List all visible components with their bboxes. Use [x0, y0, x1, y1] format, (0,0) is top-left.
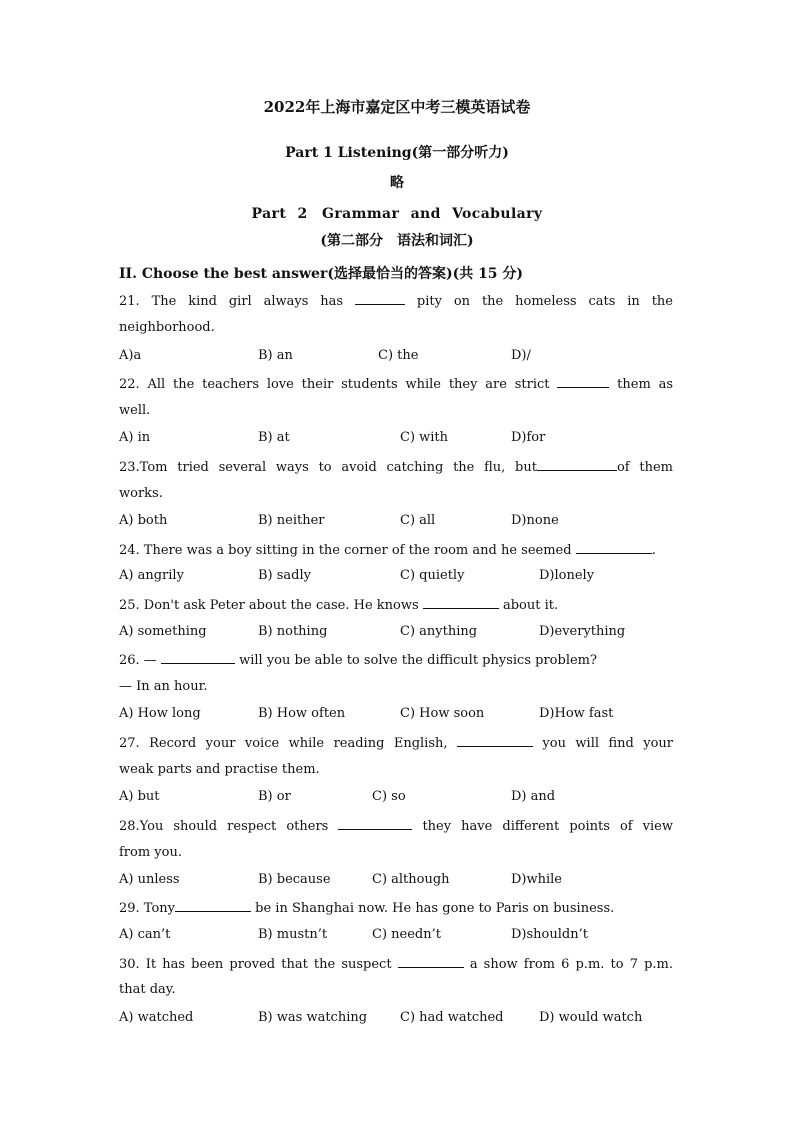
- question-stem: they have different points of view: [422, 819, 673, 834]
- question-stem: a show from 6 p.m. to 7 p.m.: [469, 957, 673, 972]
- option-b: B) or: [258, 789, 291, 804]
- question-26-line2: — In an hour.: [119, 679, 208, 694]
- question-26-options: [119, 706, 673, 722]
- question-25-options: [119, 624, 673, 640]
- option-a: A) in: [119, 430, 151, 445]
- option-d: D)shouldn’t: [511, 927, 588, 942]
- question-28-line2: from you.: [119, 845, 182, 860]
- question-29-options: [119, 927, 673, 943]
- question-21-line2: neighborhood.: [119, 320, 215, 335]
- option-d: D) would watch: [539, 1010, 643, 1025]
- answer-blank: [576, 541, 652, 554]
- answer-blank: [423, 596, 499, 609]
- question-stem: 27. Record your voice while reading English,: [119, 736, 448, 751]
- option-c: C) How soon: [400, 706, 485, 721]
- question-22-line1: [119, 375, 673, 393]
- question-23-line2: works.: [119, 486, 163, 501]
- option-c: C) quietly: [400, 568, 465, 583]
- part1-omitted-note: 略: [390, 175, 404, 191]
- question-stem: you will find your: [542, 736, 674, 751]
- question-stem: them as: [617, 377, 674, 392]
- question-stem: of them: [616, 460, 674, 475]
- option-d: D)everything: [539, 624, 626, 639]
- question-22-line2: well.: [119, 403, 151, 418]
- option-a: A) both: [119, 513, 168, 528]
- exam-title: 2022年上海市嘉定区中考三模英语试卷: [263, 98, 531, 116]
- question-stem: 22. All the teachers love their students while they are strict: [119, 377, 550, 392]
- question-stem: be in Shanghai now. He has gone to Paris on business.: [255, 901, 615, 916]
- question-30-line1: [119, 955, 673, 973]
- question-22-options: [119, 430, 673, 446]
- part2-heading: Part 2 Grammar and Vocabulary: [251, 206, 543, 222]
- option-a: A) watched: [119, 1010, 194, 1025]
- option-b: B) because: [258, 872, 331, 887]
- question-27-line2: weak parts and practise them.: [119, 762, 320, 777]
- answer-blank: [457, 734, 533, 747]
- question-21-line1: [119, 292, 673, 310]
- answer-blank: [355, 292, 405, 305]
- question-stem: 24. There was a boy sitting in the corner of the room and he seemed: [119, 543, 572, 558]
- question-27-options: [119, 789, 673, 805]
- answer-blank: [161, 651, 235, 664]
- option-a: A) angrily: [119, 568, 184, 583]
- option-c: C) although: [372, 872, 450, 887]
- option-d: D)lonely: [539, 568, 595, 583]
- question-25-line1: [119, 596, 673, 614]
- option-b: B) at: [258, 430, 290, 445]
- option-b: B) sadly: [258, 568, 312, 583]
- option-c: C) had watched: [400, 1010, 504, 1025]
- answer-blank: [557, 375, 609, 388]
- option-d: D)while: [511, 872, 563, 887]
- question-30-options: [119, 1010, 673, 1026]
- question-stem: pity on the homeless cats in the: [416, 294, 673, 309]
- question-stem: 26. —: [119, 653, 157, 668]
- question-stem: 23.Tom tried several ways to avoid catching the flu, but: [119, 460, 537, 475]
- option-b: B) nothing: [258, 624, 328, 639]
- question-23-options: [119, 513, 673, 529]
- option-d: D)How fast: [539, 706, 614, 721]
- question-stem: .: [651, 543, 656, 558]
- question-28-options: [119, 872, 673, 888]
- question-stem: about it.: [502, 598, 559, 613]
- option-d: D)none: [511, 513, 559, 528]
- option-b: B) was watching: [258, 1010, 368, 1025]
- option-d: D) and: [511, 789, 556, 804]
- question-21-options: [119, 348, 673, 364]
- answer-blank: [398, 955, 464, 968]
- option-c: C) with: [400, 430, 449, 445]
- question-30-line2: that day.: [119, 982, 176, 997]
- option-c: C) so: [372, 789, 406, 804]
- question-24-line1: [119, 541, 673, 559]
- option-d: D)for: [511, 430, 546, 445]
- option-a: A) but: [119, 789, 160, 804]
- option-b: B) How often: [258, 706, 346, 721]
- answer-blank: [338, 817, 412, 830]
- option-c: C) needn’t: [372, 927, 441, 942]
- answer-blank: [175, 899, 251, 912]
- question-27-line1: [119, 734, 673, 752]
- option-b: B) neither: [258, 513, 325, 528]
- question-23-line1: [119, 458, 673, 476]
- part2-heading-cn: (第二部分 语法和词汇): [320, 233, 474, 249]
- question-stem: 21. The kind girl always has: [119, 294, 344, 309]
- question-28-line1: [119, 817, 673, 835]
- option-a: A) unless: [119, 872, 180, 887]
- option-c: C) all: [400, 513, 436, 528]
- option-d: D)/: [511, 348, 531, 363]
- question-stem: 29. Tony: [119, 901, 176, 916]
- option-a: A) How long: [119, 706, 201, 721]
- question-stem: 25. Don't ask Peter about the case. He knows: [119, 598, 419, 613]
- option-b: B) mustn’t: [258, 927, 328, 942]
- answer-blank: [537, 458, 617, 471]
- question-stem: 30. It has been proved that the suspect: [119, 957, 392, 972]
- option-a: A) can’t: [119, 927, 171, 942]
- part1-heading: Part 1 Listening(第一部分听力): [285, 145, 509, 161]
- question-24-options: [119, 568, 673, 584]
- option-c: C) anything: [400, 624, 478, 639]
- option-b: B) an: [258, 348, 293, 363]
- option-a: A) something: [119, 624, 207, 639]
- question-stem: will you be able to solve the difficult physics problem?: [239, 653, 597, 668]
- question-26-line1: [119, 651, 673, 669]
- option-a: A)a: [119, 348, 142, 363]
- section-title: II. Choose the best answer(选择最恰当的答案)(共 15 分): [119, 266, 524, 282]
- question-stem: 28.You should respect others: [119, 819, 329, 834]
- question-29-line1: [119, 899, 673, 917]
- option-c: C) the: [378, 348, 419, 363]
